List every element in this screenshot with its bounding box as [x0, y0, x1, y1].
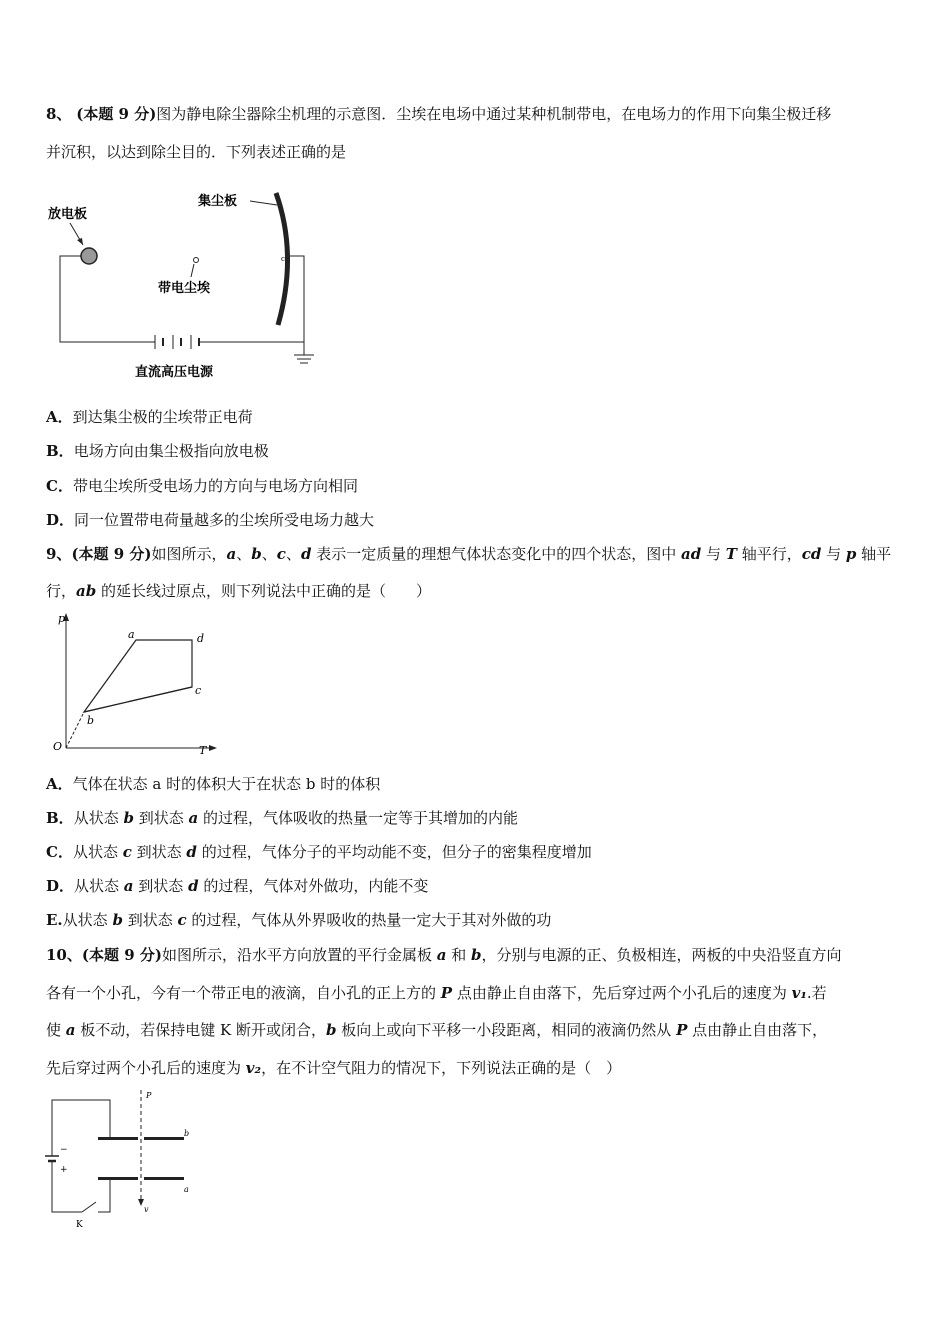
- q10-l1-var-a: a: [436, 946, 447, 964]
- q10-label-K: K: [76, 1220, 83, 1230]
- q9-text-2a: 行，: [46, 582, 77, 600]
- q10-figure: [40, 1088, 210, 1233]
- q9-option-e-t2: 到状态: [122, 911, 178, 929]
- q10-plate-a-right: [144, 1177, 184, 1180]
- q9-option-e[interactable]: [46, 909, 551, 930]
- q10-l1c: ，分别与电源的正、负极相连，两板的中央沿竖直方向: [481, 946, 842, 964]
- q9-option-d[interactable]: [46, 875, 428, 896]
- q9-var-ad: ad: [681, 545, 702, 563]
- q8-arrow-head-discharge: [77, 238, 83, 245]
- q9-var-a: a: [226, 545, 237, 563]
- q8-label-c: c: [281, 255, 285, 263]
- q10-l3-var-P: P: [676, 1021, 688, 1039]
- q8-dust-particle: [194, 258, 199, 263]
- q10-l3a: 使: [46, 1021, 66, 1039]
- q8-label-dust: 带电尘埃: [158, 281, 211, 296]
- q9-option-a-text: 气体在状态 a 时的体积大于在状态 b 时的体积: [72, 775, 381, 793]
- q10-l2c: .若: [806, 984, 827, 1002]
- q9-text-1f: 轴平: [856, 545, 892, 563]
- q9-option-b-v2: a: [188, 809, 199, 827]
- q10-l3d: 点由静止自由落下，: [687, 1021, 828, 1039]
- q10-l4-var-v2: v₂: [245, 1059, 262, 1077]
- q9-var-T: T: [725, 545, 737, 563]
- q9-var-ab: ab: [76, 582, 97, 600]
- q8-text-1: 图为静电除尘器除尘机理的示意图．尘埃在电场中通过某种机制带电，在电场力的作用下向集尘极迁移: [156, 105, 832, 123]
- q10-l3-var-a: a: [65, 1021, 76, 1039]
- q9-option-a[interactable]: [46, 773, 380, 794]
- q10-line-2: [46, 982, 827, 1003]
- q9-var-d: d: [300, 545, 312, 563]
- q8-line-2: [46, 141, 346, 162]
- q8-option-c-key: C．: [46, 477, 73, 495]
- q9-option-b-key: B．: [46, 809, 74, 827]
- q8-label-source: 直流高压电源: [135, 365, 214, 380]
- q10-plate-b-right: [144, 1137, 184, 1140]
- q9-option-d-t3: 的过程，气体对外做功，内能不变: [198, 877, 429, 895]
- q9-option-b[interactable]: [46, 807, 518, 828]
- q8-score: (本题 9 分): [76, 105, 157, 123]
- q10-l2-var-P: P: [440, 984, 453, 1002]
- q9-option-e-v2: c: [177, 911, 187, 929]
- q10-switch-K: [82, 1202, 96, 1212]
- q9-cycle-path: [84, 640, 192, 712]
- q8-option-c[interactable]: [46, 475, 358, 496]
- q10-line-1: [46, 944, 842, 965]
- q9-text-1a: 如图所示，: [151, 545, 227, 563]
- q9-var-b: b: [251, 545, 262, 563]
- q9-axis-T-label: T: [199, 744, 207, 757]
- q10-line-4: [46, 1057, 621, 1078]
- q10-label-v: v: [144, 1205, 149, 1214]
- q10-number: 10、: [46, 946, 82, 964]
- q8-option-c-text: 带电尘埃所受电场力的方向与电场方向相同: [72, 477, 358, 495]
- q8-option-b-text: 电场方向由集尘极指向放电极: [73, 442, 269, 460]
- q8-option-a-key: A．: [46, 408, 73, 426]
- q9-option-d-t1: 从状态: [74, 877, 124, 895]
- q9-line-1: [46, 543, 891, 564]
- q10-score: (本题 9 分): [81, 946, 162, 964]
- q9-text-1d: 轴平行，: [736, 545, 802, 563]
- q9-T-axis-arrow: [209, 745, 217, 751]
- q10-l2-var-v1: v₁: [791, 984, 807, 1002]
- q9-option-b-t1: 从状态: [73, 809, 124, 827]
- q9-option-d-t2: 到状态: [133, 877, 189, 895]
- q10-label-P: P: [146, 1091, 152, 1100]
- q8-discharge-electrode: [81, 248, 97, 264]
- q9-var-p: p: [845, 545, 857, 563]
- q9-option-c-t1: 从状态: [72, 843, 123, 861]
- q10-label-b: b: [184, 1129, 190, 1138]
- q9-point-b: b: [87, 714, 95, 727]
- q9-sep-3: 、: [285, 545, 301, 563]
- q9-text-2b: 的延长线过原点，则下列说法中正确的是（ ）: [96, 582, 432, 600]
- q8-figure: [40, 185, 330, 385]
- q10-l3b: 板不动，若保持电键 K 断开或闭合，: [75, 1021, 327, 1039]
- q10-line-3: [46, 1019, 827, 1040]
- q9-option-c-v1: c: [122, 843, 132, 861]
- q10-plate-a-left: [98, 1177, 138, 1180]
- q9-point-a: a: [128, 628, 135, 641]
- q8-arrow-dust: [191, 264, 194, 277]
- q10-label-minus: −: [60, 1145, 68, 1155]
- q10-label-plus: +: [60, 1165, 68, 1175]
- q10-l1b: 和: [446, 946, 472, 964]
- q10-l3-var-b: b: [326, 1021, 337, 1039]
- q9-dashed-extension: [66, 712, 84, 748]
- q9-option-e-t1: 从状态: [62, 911, 113, 929]
- q9-axis-p-label: p: [58, 612, 66, 625]
- q9-option-d-v2: d: [188, 877, 199, 895]
- q9-point-c: c: [195, 684, 202, 697]
- q9-option-b-t2: 到状态: [133, 809, 189, 827]
- q9-number: 9、: [46, 545, 72, 563]
- q8-text-2: 并沉积，以达到除尘目的．下列表述正确的是: [46, 143, 347, 161]
- q8-arrow-collector: [250, 201, 277, 205]
- q9-option-b-t3: 的过程，气体吸收的热量一定等于其增加的内能: [198, 809, 519, 827]
- q9-var-c: c: [276, 545, 286, 563]
- q10-l3c: 板向上或向下平移一小段距离，相同的液滴仍然从: [336, 1021, 677, 1039]
- q8-option-b[interactable]: [46, 440, 269, 461]
- q9-score: (本题 9 分): [71, 545, 152, 563]
- q9-option-c-v2: d: [186, 843, 197, 861]
- q9-origin-label: O: [53, 740, 63, 753]
- q8-option-d-key: D．: [46, 511, 75, 529]
- q9-option-e-t3: 的过程，气体从外界吸收的热量一定大于其对外做的功: [186, 911, 552, 929]
- q9-option-d-key: D．: [46, 877, 75, 895]
- q9-sep-1: 、: [236, 545, 252, 563]
- q8-option-d[interactable]: [46, 509, 374, 530]
- q9-option-c-key: C．: [46, 843, 73, 861]
- q8-number: 8、: [46, 105, 72, 123]
- q9-option-b-v1: b: [123, 809, 134, 827]
- q10-l2b: 点由静止自由落下，先后穿过两个小孔后的速度为: [452, 984, 792, 1002]
- q9-option-e-v1: b: [112, 911, 123, 929]
- q9-line-bc: [84, 687, 192, 712]
- q8-wire-left: [60, 256, 155, 342]
- q9-option-d-v1: a: [123, 877, 134, 895]
- q10-l1a: 如图所示，沿水平方向放置的平行金属板: [161, 946, 437, 964]
- q10-l2a: 各有一个小孔，今有一个带正电的液滴，自小孔的正上方的: [46, 984, 441, 1002]
- q8-option-d-text: 同一位置带电荷量越多的尘埃所受电场力越大: [74, 511, 375, 529]
- q10-plate-b-left: [98, 1137, 138, 1140]
- q9-option-e-key: E.: [46, 911, 63, 929]
- q10-label-a: a: [184, 1185, 189, 1194]
- q9-figure: [44, 608, 224, 758]
- q9-option-c-t2: 到状态: [131, 843, 187, 861]
- q8-line-1: [46, 103, 831, 124]
- q9-line-2: [46, 580, 431, 601]
- q8-label-collector: 集尘板: [198, 194, 238, 209]
- q10-l4b: ，在不计空气阻力的情况下，下列说法正确的是（ ）: [261, 1059, 622, 1077]
- q9-text-1c: 与: [701, 545, 726, 563]
- q8-label-discharge: 放电板: [48, 207, 88, 222]
- q9-sep-2: 、: [261, 545, 277, 563]
- q8-option-a[interactable]: [46, 406, 253, 427]
- q9-var-cd: cd: [801, 545, 822, 563]
- q9-option-a-key: A．: [46, 775, 73, 793]
- q9-option-c-t3: 的过程，气体分子的平均动能不变，但分子的密集程度增加: [196, 843, 592, 861]
- q9-point-d: d: [197, 632, 205, 645]
- q9-text-1e: 与: [821, 545, 846, 563]
- q10-l1-var-b: b: [471, 946, 482, 964]
- q8-option-b-key: B．: [46, 442, 74, 460]
- q10-l4a: 先后穿过两个小孔后的速度为: [46, 1059, 246, 1077]
- q10-wire-to-a: [98, 1178, 110, 1212]
- q9-option-c[interactable]: [46, 841, 592, 862]
- q9-text-1b: 表示一定质量的理想气体状态变化中的四个状态，图中: [311, 545, 681, 563]
- q8-option-a-text: 到达集尘极的尘埃带正电荷: [72, 408, 253, 426]
